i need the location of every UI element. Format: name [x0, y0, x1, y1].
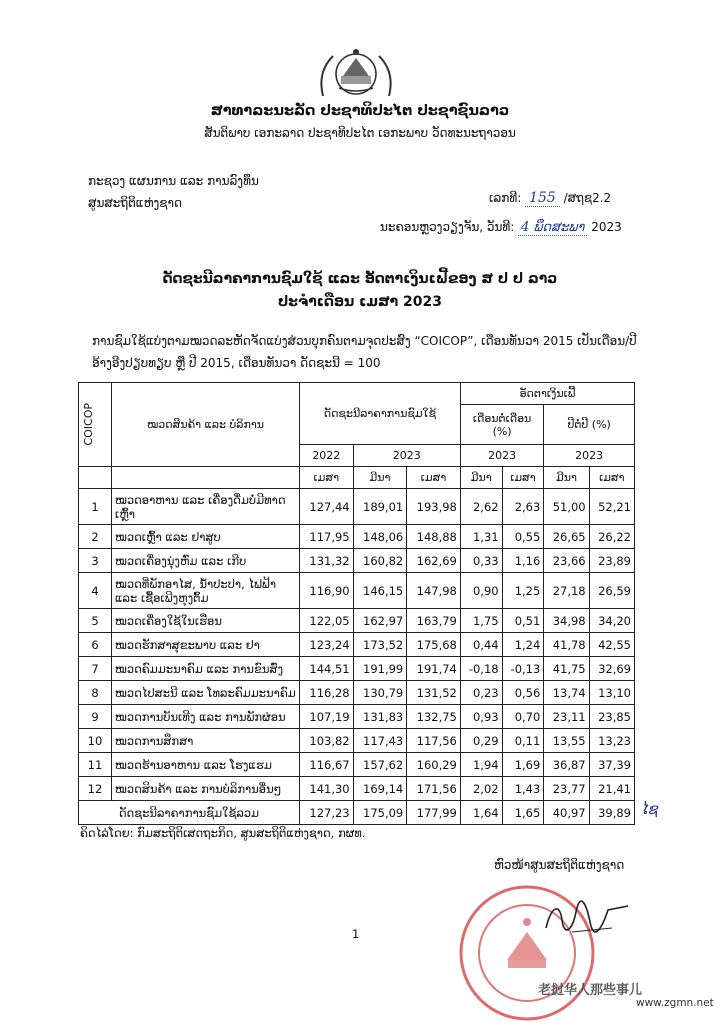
value-apr: 147,98: [407, 573, 461, 609]
value-mom-apr: 0,56: [502, 681, 544, 705]
value-v2022: 103,82: [300, 729, 354, 753]
year-2023-mom: 2023: [460, 445, 543, 467]
value-mar: 169,14: [353, 777, 407, 801]
total-apr: 177,99: [407, 801, 461, 825]
group-name: ໝວດທີ່ພັກອາໄສ, ນ້ຳປະປາ, ໄຟຟ້າ ແລະ ເຊື້ອເພີງຫຸງຕົ້ມ: [112, 573, 300, 609]
doc-no-value: 155: [525, 190, 560, 207]
value-yoy-apr: 34,20: [589, 609, 634, 633]
total-label: ດັດຊະນີລາຄາການຊົມໃຊ້ລວມ: [79, 801, 300, 825]
yoy-month-mar: ມີນາ: [544, 467, 589, 489]
table-row: [79, 729, 635, 753]
group-name: ໝວດເຫຼົ້າ ແລະ ຢາສູບ: [112, 525, 300, 549]
value-yoy-mar: 34,98: [544, 609, 589, 633]
value-yoy-mar: 41,75: [544, 657, 589, 681]
value-yoy-mar: 41,78: [544, 633, 589, 657]
page-number: 1: [352, 927, 360, 941]
month-mar-2023: ມີນາ: [353, 467, 407, 489]
total-row: [79, 801, 635, 825]
handwritten-note: ໄຊ: [640, 800, 658, 818]
coicop-code: 7: [79, 657, 112, 681]
table-row: [79, 573, 635, 609]
value-mom-mar: 1,75: [460, 609, 502, 633]
table-row: [79, 633, 635, 657]
value-yoy-mar: 51,00: [544, 489, 589, 525]
table-row: [79, 549, 635, 573]
total-yoy-mar: 40,97: [544, 801, 589, 825]
code-spacer: [79, 467, 112, 489]
group-name: ໝວດເຄື່ອງໃຊ້ໃນເຮືອນ: [112, 609, 300, 633]
value-apr: 191,74: [407, 657, 461, 681]
month-apr-2022: ເມສາ: [300, 467, 354, 489]
value-v2022: 123,24: [300, 633, 354, 657]
yoy-month-apr: ເມສາ: [589, 467, 634, 489]
value-v2022: 116,90: [300, 573, 354, 609]
group-name: ໝວດອາຫານ ແລະ ເຄື່ອງດື່ມບໍ່ມີທາດເຫຼົ້າ: [112, 489, 300, 525]
value-yoy-mar: 13,74: [544, 681, 589, 705]
report-subtitle: ປະຈຳເດືອນ ເມສາ 2023: [278, 294, 442, 310]
value-mom-apr: 0,11: [502, 729, 544, 753]
year-2023-yoy: 2023: [544, 445, 635, 467]
date-value: 4 ພຶດສະພາ: [518, 220, 587, 236]
value-v2022: 141,30: [300, 777, 354, 801]
value-mom-mar: 1,31: [460, 525, 502, 549]
value-mom-apr: 1,25: [502, 573, 544, 609]
table-row: [79, 753, 635, 777]
value-yoy-mar: 13,55: [544, 729, 589, 753]
year-2023-cpi: 2023: [353, 445, 460, 467]
value-mom-mar: 0,33: [460, 549, 502, 573]
value-mom-apr: 1,16: [502, 549, 544, 573]
total-mar: 175,09: [353, 801, 407, 825]
value-apr: 117,56: [407, 729, 461, 753]
date-prefix: ນະຄອນຫຼວງວຽງຈັນ, ວັນທີ:: [380, 220, 515, 234]
value-v2022: 131,32: [300, 549, 354, 573]
value-mom-apr: 0,51: [502, 609, 544, 633]
value-mom-mar: 0,90: [460, 573, 502, 609]
value-yoy-apr: 21,41: [589, 777, 634, 801]
value-v2022: 127,44: [300, 489, 354, 525]
value-mar: 148,06: [353, 525, 407, 549]
group-name: ໝວດຮັກສາສຸຂະພາບ ແລະ ຢາ: [112, 633, 300, 657]
coicop-code: 10: [79, 729, 112, 753]
table-row: [79, 705, 635, 729]
document-date: [380, 220, 622, 235]
table-row: [79, 525, 635, 549]
total-2022: 127,23: [300, 801, 354, 825]
value-mar: 117,43: [353, 729, 407, 753]
value-mar: 157,62: [353, 753, 407, 777]
value-apr: 131,52: [407, 681, 461, 705]
value-yoy-apr: 13,10: [589, 681, 634, 705]
col-inflation-header: ອັດຕາເງິນເຟີ້: [460, 383, 634, 405]
value-yoy-apr: 23,89: [589, 549, 634, 573]
national-emblem-icon: [313, 44, 399, 104]
value-yoy-apr: 32,69: [589, 657, 634, 681]
col-group-header: ໝວດສິນຄ້າ ແລະ ບໍລິການ: [112, 383, 300, 467]
value-v2022: 144,51: [300, 657, 354, 681]
signature-icon: [542, 898, 632, 938]
intro-paragraph: ການຊົມໃຊ້ແບ່ງຕາມໝວດລະຫັດຈັດແບ່ງສ່ວນບຸກຄົນຕາມຈຸດປະສົງ “COICOP”, ເດືອນທັນວາ 2015 ເປັນເດືອນ/ປີ ອ້າງອີງປຽບທຽບ ຫຼື ປີ 2015, ເດືອນທັນວາ ດັດຊະນີ = 100: [92, 334, 637, 370]
coicop-code: 4: [79, 573, 112, 609]
value-mom-mar: 0,29: [460, 729, 502, 753]
value-yoy-apr: 26,22: [589, 525, 634, 549]
value-mom-mar: 0,93: [460, 705, 502, 729]
value-mar: 160,82: [353, 549, 407, 573]
table-row: [79, 777, 635, 801]
value-yoy-mar: 27,18: [544, 573, 589, 609]
value-mom-apr: 1,24: [502, 633, 544, 657]
bureau-name: ສູນສະຖິຕິແຫ່ງຊາດ: [88, 196, 183, 210]
national-motto: ສັນຕິພາບ ເອກະລາດ ປະຊາທິປະໄຕ ເອກະພາບ ວັດທະນະຖາວອນ: [204, 126, 516, 140]
coicop-code: 8: [79, 681, 112, 705]
coicop-code: 3: [79, 549, 112, 573]
col-cpi-header: ດັດຊະນີລາຄາການຊົມໃຊ້: [300, 383, 461, 445]
group-name: ໝວດຄົມມະນາຄົມ ແລະ ການຂົນສົ່ງ: [112, 657, 300, 681]
value-mom-mar: 2,62: [460, 489, 502, 525]
value-apr: 148,88: [407, 525, 461, 549]
value-mom-mar: 2,02: [460, 777, 502, 801]
value-mom-mar: -0,18: [460, 657, 502, 681]
value-mom-apr: 1,43: [502, 777, 544, 801]
coicop-code: 5: [79, 609, 112, 633]
value-yoy-apr: 42,55: [589, 633, 634, 657]
group-name: ໝວດຮ້ານອາຫານ ແລະ ໂຮງແຮມ: [112, 753, 300, 777]
coicop-code: 1: [79, 489, 112, 525]
coicop-code: 12: [79, 777, 112, 801]
table-row: [79, 657, 635, 681]
group-name: ໝວດໄປສະນີ ແລະ ໂທລະຄົມມະນາຄົມ: [112, 681, 300, 705]
watermark-url: www.zgmn.net: [636, 997, 714, 1009]
col-coicop-header: COICOP: [79, 383, 112, 467]
value-mom-apr: 0,70: [502, 705, 544, 729]
value-yoy-mar: 26,65: [544, 525, 589, 549]
value-yoy-mar: 36,87: [544, 753, 589, 777]
ministry-name: ກະຊວງ ແຜນການ ແລະ ການລົງທຶນ: [88, 174, 259, 188]
col-yoy-header: ປີຕໍ່ປີ (%): [544, 405, 635, 445]
value-apr: 163,79: [407, 609, 461, 633]
value-apr: 162,69: [407, 549, 461, 573]
total-yoy-apr: 39,89: [589, 801, 634, 825]
coicop-code: 11: [79, 753, 112, 777]
value-yoy-mar: 23,11: [544, 705, 589, 729]
table-row: [79, 609, 635, 633]
watermark-text: 老挝华人那些事儿: [538, 983, 643, 998]
value-mar: 131,83: [353, 705, 407, 729]
cpi-table: [78, 382, 635, 825]
report-title: ດັດຊະນີລາຄາການຊົມໃຊ້ ແລະ ອັດຕາເງິນເຟີ້ຂອງ ສ ປ ປ ລາວ: [162, 271, 558, 287]
total-mom-apr: 1,65: [502, 801, 544, 825]
value-apr: 132,75: [407, 705, 461, 729]
month-apr-2023: ເມສາ: [407, 467, 461, 489]
document-number: [489, 190, 611, 206]
mom-month-apr: ເມສາ: [502, 467, 544, 489]
coicop-code: 6: [79, 633, 112, 657]
cpi-table-body: [79, 489, 635, 801]
value-yoy-mar: 23,77: [544, 777, 589, 801]
value-mar: 130,79: [353, 681, 407, 705]
value-yoy-apr: 13,23: [589, 729, 634, 753]
total-mom-mar: 1,64: [460, 801, 502, 825]
value-apr: 175,68: [407, 633, 461, 657]
group-name: ໝວດສິນຄ້າ ແລະ ການບໍລິການອື່ນໆ: [112, 777, 300, 801]
value-v2022: 116,67: [300, 753, 354, 777]
value-mar: 146,15: [353, 573, 407, 609]
doc-no-label: ເລກທີ:: [489, 191, 522, 205]
group-name: ໝວດການສຶກສາ: [112, 729, 300, 753]
value-mom-apr: 1,69: [502, 753, 544, 777]
group-name: ໝວດການບັນເທີງ ແລະ ການພັກຜ່ອນ: [112, 705, 300, 729]
value-mar: 191,99: [353, 657, 407, 681]
table-row: [79, 489, 635, 525]
value-mar: 189,01: [353, 489, 407, 525]
doc-no-suffix: /ສຖຊ2.2: [563, 191, 612, 205]
mom-label: ເດືອນຕໍ່ເດືອນ: [472, 411, 532, 425]
mom-percent: (%): [492, 424, 512, 438]
value-apr: 193,98: [407, 489, 461, 525]
signatory-title: ຫົວໜ້າສູນສະຖິຕິແຫ່ງຊາດ: [494, 858, 625, 872]
value-mom-apr: 0,55: [502, 525, 544, 549]
coicop-code: 2: [79, 525, 112, 549]
value-mar: 162,97: [353, 609, 407, 633]
value-yoy-apr: 23,85: [589, 705, 634, 729]
table-row: [79, 681, 635, 705]
value-mar: 173,52: [353, 633, 407, 657]
value-apr: 160,29: [407, 753, 461, 777]
value-yoy-apr: 52,21: [589, 489, 634, 525]
value-mom-mar: 0,23: [460, 681, 502, 705]
value-v2022: 117,95: [300, 525, 354, 549]
value-v2022: 116,28: [300, 681, 354, 705]
group-spacer: [112, 467, 300, 489]
date-year: 2023: [591, 220, 622, 234]
value-mom-apr: 2,63: [502, 489, 544, 525]
value-v2022: 122,05: [300, 609, 354, 633]
source-note: ຄິດໄລ່ໂດຍ: ກົມສະຖິຕິເສດຖະກິດ, ສູນສະຖິຕິແຫ່ງຊາດ, ກຜທ.: [80, 826, 366, 840]
value-mom-apr: -0,13: [502, 657, 544, 681]
value-mom-mar: 1,94: [460, 753, 502, 777]
group-name: ໝວດເຄື່ອງນຸ່ງຫົ່ມ ແລະ ເກີບ: [112, 549, 300, 573]
year-2022: 2022: [300, 445, 354, 467]
value-yoy-apr: 37,39: [589, 753, 634, 777]
value-mom-mar: 0,44: [460, 633, 502, 657]
country-name: ສາທາລະນະລັດ ປະຊາທິປະໄຕ ປະຊາຊົນລາວ: [210, 103, 510, 119]
mom-month-mar: ມີນາ: [460, 467, 502, 489]
value-yoy-mar: 23,66: [544, 549, 589, 573]
value-v2022: 107,19: [300, 705, 354, 729]
value-yoy-apr: 26,59: [589, 573, 634, 609]
col-mom-header: [460, 405, 543, 445]
coicop-code: 9: [79, 705, 112, 729]
value-apr: 171,56: [407, 777, 461, 801]
